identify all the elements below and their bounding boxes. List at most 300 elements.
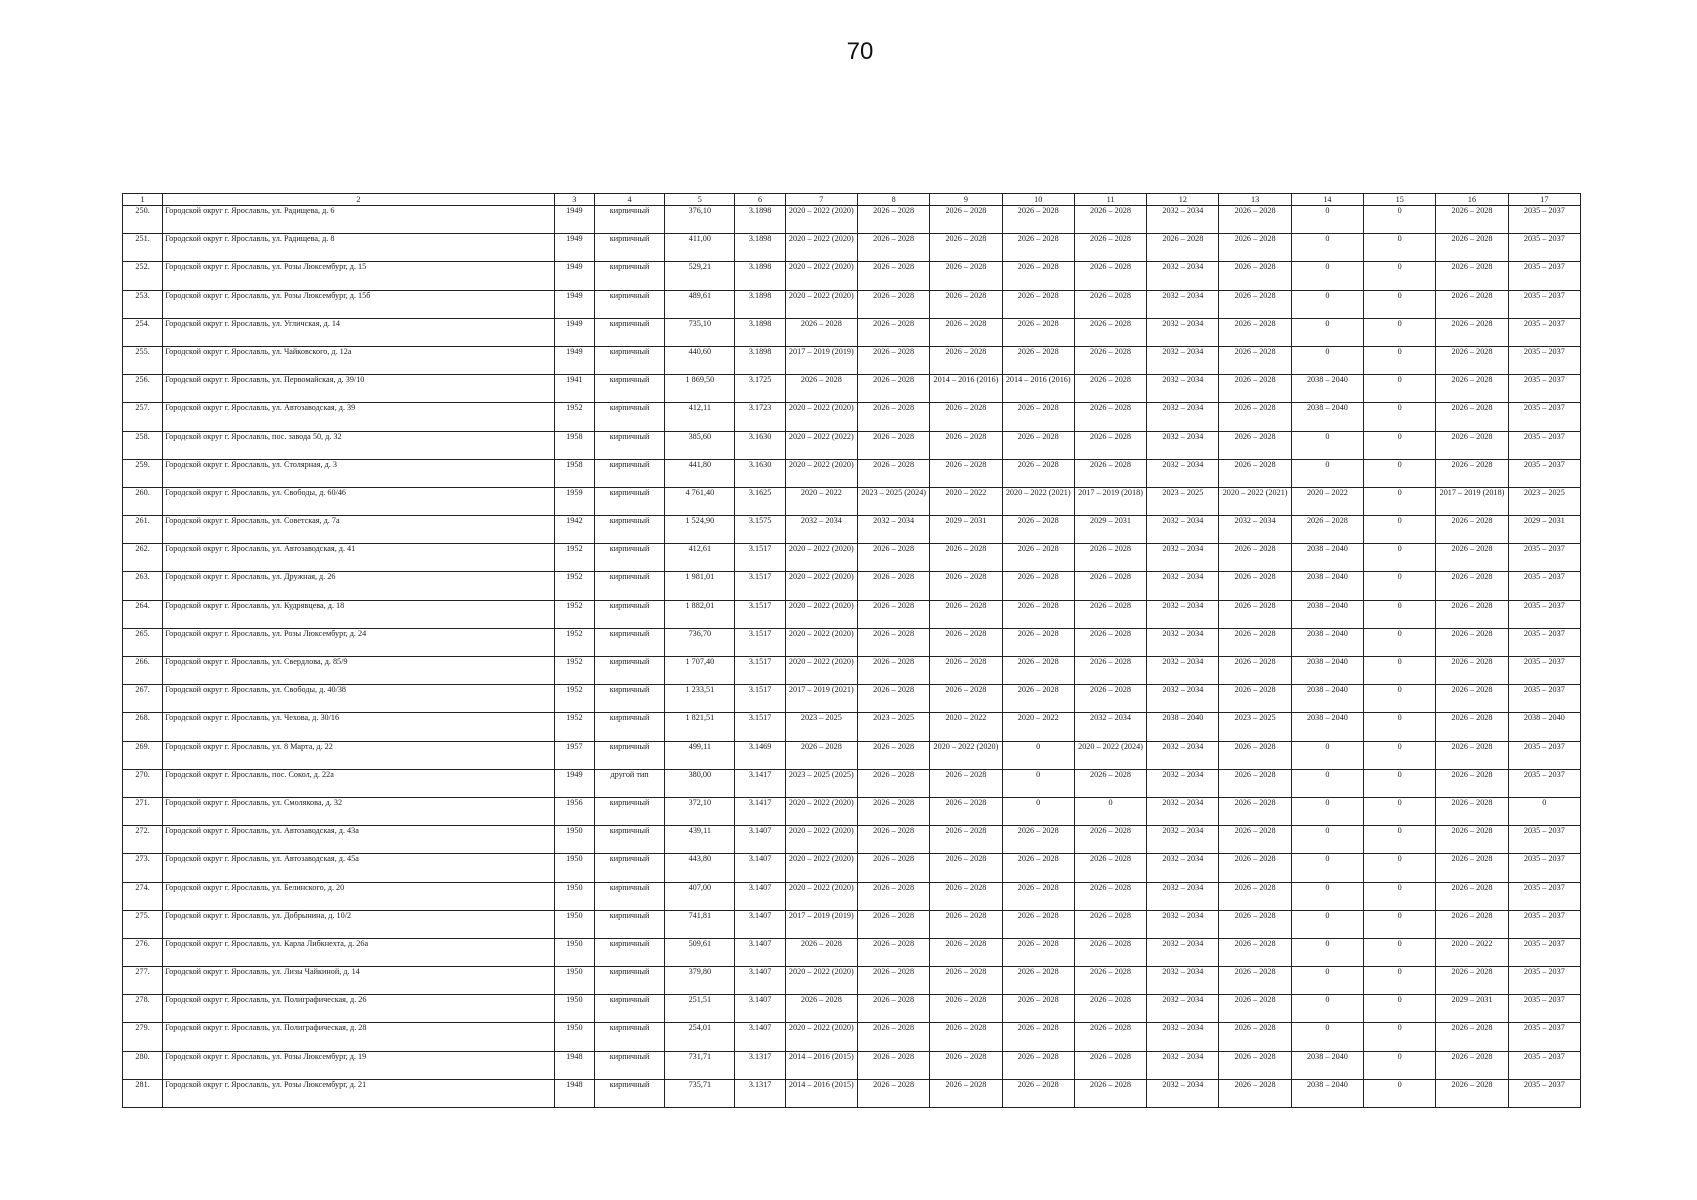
table-cell: 0 bbox=[1291, 826, 1363, 854]
table-row bbox=[123, 572, 1581, 600]
table-row bbox=[123, 1023, 1581, 1051]
table-cell: 2026 – 2028 bbox=[1436, 600, 1508, 628]
table-cell: кирпичный bbox=[594, 995, 664, 1023]
header-row bbox=[123, 194, 1581, 206]
table-row bbox=[123, 234, 1581, 262]
table-cell: 2026 – 2028 bbox=[930, 1023, 1002, 1051]
table-cell: 2032 – 2034 bbox=[1147, 882, 1219, 910]
table-cell: 441,80 bbox=[665, 459, 735, 487]
table-cell: 0 bbox=[1291, 967, 1363, 995]
table-cell: 2026 – 2028 bbox=[930, 459, 1002, 487]
table-cell: 2020 – 2022 (2021) bbox=[1002, 487, 1074, 515]
table-cell: 736,70 bbox=[665, 628, 735, 656]
table-cell: 2026 – 2028 bbox=[857, 826, 929, 854]
table-cell: 2026 – 2028 bbox=[1002, 318, 1074, 346]
address-cell: Городской округ г. Ярославль, пос. Сокол, д. 22а bbox=[163, 769, 555, 797]
table-cell: 2026 – 2028 bbox=[930, 544, 1002, 572]
table-cell: 2026 – 2028 bbox=[1219, 318, 1291, 346]
table-cell: 2032 – 2034 bbox=[1147, 290, 1219, 318]
table-cell: 2026 – 2028 bbox=[1074, 938, 1146, 966]
table-cell: 2032 – 2034 bbox=[1147, 628, 1219, 656]
table-cell: 2038 – 2040 bbox=[1291, 1051, 1363, 1079]
table-cell: 2020 – 2022 bbox=[785, 487, 857, 515]
table-cell: 0 bbox=[1364, 910, 1436, 938]
table-cell: 0 bbox=[1364, 1051, 1436, 1079]
table-cell: 2026 – 2028 bbox=[1219, 403, 1291, 431]
table-cell: 0 bbox=[1364, 938, 1436, 966]
table-cell: 2026 – 2028 bbox=[857, 995, 929, 1023]
table-row bbox=[123, 769, 1581, 797]
table-cell: 2038 – 2040 bbox=[1291, 657, 1363, 685]
table-cell: 251,51 bbox=[665, 995, 735, 1023]
table-cell: 3.1898 bbox=[735, 346, 785, 374]
table-cell: кирпичный bbox=[594, 516, 664, 544]
table-cell: 2026 – 2028 bbox=[1074, 910, 1146, 938]
table-cell: 2026 – 2028 bbox=[857, 262, 929, 290]
column-header-6: 6 bbox=[735, 194, 785, 206]
table-cell: 2026 – 2028 bbox=[1219, 769, 1291, 797]
table-cell: 2026 – 2028 bbox=[1436, 657, 1508, 685]
table-row bbox=[123, 713, 1581, 741]
table-cell: 2020 – 2022 (2020) bbox=[785, 262, 857, 290]
table-cell: 2026 – 2028 bbox=[785, 318, 857, 346]
table-cell: 2026 – 2028 bbox=[1219, 967, 1291, 995]
table-cell: 0 bbox=[1364, 262, 1436, 290]
table-cell: 0 bbox=[1291, 459, 1363, 487]
table-cell: 1950 bbox=[554, 826, 594, 854]
row-number: 260. bbox=[123, 487, 163, 515]
table-cell: кирпичный bbox=[594, 1051, 664, 1079]
table-cell: 3.1407 bbox=[735, 882, 785, 910]
table-cell: 2026 – 2028 bbox=[1219, 234, 1291, 262]
table-cell: 2032 – 2034 bbox=[1147, 1023, 1219, 1051]
table-cell: 2035 – 2037 bbox=[1508, 685, 1580, 713]
table-cell: 2026 – 2028 bbox=[1074, 600, 1146, 628]
table-cell: кирпичный bbox=[594, 262, 664, 290]
table-cell: 2026 – 2028 bbox=[1074, 234, 1146, 262]
table-cell: 2032 – 2034 bbox=[1147, 769, 1219, 797]
table-cell: 2026 – 2028 bbox=[1219, 346, 1291, 374]
table-cell: 2026 – 2028 bbox=[1002, 346, 1074, 374]
table-cell: 2026 – 2028 bbox=[1219, 882, 1291, 910]
table-cell: кирпичный bbox=[594, 967, 664, 995]
table-row bbox=[123, 262, 1581, 290]
column-header-11: 11 bbox=[1074, 194, 1146, 206]
table-row bbox=[123, 826, 1581, 854]
table-row bbox=[123, 628, 1581, 656]
row-number: 273. bbox=[123, 854, 163, 882]
address-cell: Городской округ г. Ярославль, ул. Советская, д. 7а bbox=[163, 516, 555, 544]
table-cell: 0 bbox=[1002, 797, 1074, 825]
table-cell: 2026 – 2028 bbox=[1436, 346, 1508, 374]
table-cell: 2026 – 2028 bbox=[1436, 234, 1508, 262]
table-cell: 2032 – 2034 bbox=[1074, 713, 1146, 741]
table-cell: 509,61 bbox=[665, 938, 735, 966]
table-cell: 2026 – 2028 bbox=[1002, 826, 1074, 854]
table-cell: 2026 – 2028 bbox=[1074, 431, 1146, 459]
table-cell: 2032 – 2034 bbox=[1147, 1051, 1219, 1079]
table-cell: 1949 bbox=[554, 318, 594, 346]
table-cell: 2035 – 2037 bbox=[1508, 459, 1580, 487]
table-cell: 3.1469 bbox=[735, 741, 785, 769]
table-cell: 2017 – 2019 (2018) bbox=[1074, 487, 1146, 515]
table-cell: 0 bbox=[1364, 741, 1436, 769]
table-cell: 2032 – 2034 bbox=[1219, 516, 1291, 544]
table-cell: 3.1407 bbox=[735, 995, 785, 1023]
column-header-13: 13 bbox=[1219, 194, 1291, 206]
table-cell: 2035 – 2037 bbox=[1508, 967, 1580, 995]
table-row bbox=[123, 290, 1581, 318]
table-cell: 2023 – 2025 bbox=[785, 713, 857, 741]
table-cell: 2026 – 2028 bbox=[1291, 516, 1363, 544]
table-cell: кирпичный bbox=[594, 713, 664, 741]
table-cell: 380,00 bbox=[665, 769, 735, 797]
table-cell: кирпичный bbox=[594, 234, 664, 262]
address-cell: Городской округ г. Ярославль, ул. Радищева, д. 6 bbox=[163, 206, 555, 234]
table-cell: кирпичный bbox=[594, 1079, 664, 1107]
table-cell: 2035 – 2037 bbox=[1508, 431, 1580, 459]
table-cell: 2035 – 2037 bbox=[1508, 910, 1580, 938]
table-row bbox=[123, 1051, 1581, 1079]
table-cell: 2026 – 2028 bbox=[930, 600, 1002, 628]
table-cell: 1956 bbox=[554, 797, 594, 825]
table-row bbox=[123, 854, 1581, 882]
table-cell: 3.1517 bbox=[735, 657, 785, 685]
table-cell: 3.1417 bbox=[735, 797, 785, 825]
table-cell: 2035 – 2037 bbox=[1508, 375, 1580, 403]
row-number: 271. bbox=[123, 797, 163, 825]
table-cell: 2026 – 2028 bbox=[1436, 459, 1508, 487]
page-number: 70 bbox=[846, 38, 874, 65]
table-cell: 2026 – 2028 bbox=[930, 797, 1002, 825]
table-cell: 2026 – 2028 bbox=[930, 854, 1002, 882]
table-cell: 1949 bbox=[554, 206, 594, 234]
row-number: 254. bbox=[123, 318, 163, 346]
table-cell: 3.1517 bbox=[735, 544, 785, 572]
table-cell: 2020 – 2022 (2020) bbox=[785, 206, 857, 234]
table-cell: 2026 – 2028 bbox=[1074, 290, 1146, 318]
table-cell: 2026 – 2028 bbox=[857, 854, 929, 882]
table-cell: 2020 – 2022 (2020) bbox=[785, 1023, 857, 1051]
table-cell: 1942 bbox=[554, 516, 594, 544]
table-cell: 2026 – 2028 bbox=[1436, 516, 1508, 544]
table-cell: 2038 – 2040 bbox=[1291, 1079, 1363, 1107]
row-number: 267. bbox=[123, 685, 163, 713]
table-cell: 0 bbox=[1364, 318, 1436, 346]
table-cell: 2026 – 2028 bbox=[1219, 375, 1291, 403]
table-cell: 0 bbox=[1291, 854, 1363, 882]
table-cell: 2026 – 2028 bbox=[1436, 685, 1508, 713]
table-cell: 1949 bbox=[554, 262, 594, 290]
row-number: 272. bbox=[123, 826, 163, 854]
table-cell: 1 869,50 bbox=[665, 375, 735, 403]
table-cell: 2035 – 2037 bbox=[1508, 628, 1580, 656]
table-cell: 2032 – 2034 bbox=[1147, 459, 1219, 487]
table-cell: 2026 – 2028 bbox=[1219, 572, 1291, 600]
table-cell: 2023 – 2025 bbox=[1147, 487, 1219, 515]
table-cell: 2032 – 2034 bbox=[1147, 262, 1219, 290]
table-cell: 0 bbox=[1364, 431, 1436, 459]
table-cell: 0 bbox=[1364, 713, 1436, 741]
address-cell: Городской округ г. Ярославль, ул. Полиграфическая, д. 28 bbox=[163, 1023, 555, 1051]
table-cell: 2038 – 2040 bbox=[1291, 403, 1363, 431]
table-cell: 2032 – 2034 bbox=[1147, 544, 1219, 572]
table-cell: 529,21 bbox=[665, 262, 735, 290]
table-cell: 0 bbox=[1364, 600, 1436, 628]
table-cell: 2026 – 2028 bbox=[1002, 459, 1074, 487]
table-cell: 2032 – 2034 bbox=[1147, 797, 1219, 825]
table-cell: 3.1407 bbox=[735, 826, 785, 854]
table-cell: 2020 – 2022 (2020) bbox=[785, 234, 857, 262]
address-cell: Городской округ г. Ярославль, ул. Столярная, д. 3 bbox=[163, 459, 555, 487]
table-cell: 2026 – 2028 bbox=[1074, 967, 1146, 995]
table-cell: 2020 – 2022 (2020) bbox=[785, 600, 857, 628]
table-cell: 2026 – 2028 bbox=[1074, 459, 1146, 487]
table-cell: 2026 – 2028 bbox=[857, 544, 929, 572]
table-cell: 0 bbox=[1364, 516, 1436, 544]
table-cell: 2020 – 2022 (2022) bbox=[785, 431, 857, 459]
row-number: 255. bbox=[123, 346, 163, 374]
table-cell: 2026 – 2028 bbox=[1002, 995, 1074, 1023]
table-cell: 1952 bbox=[554, 403, 594, 431]
table-cell: 2035 – 2037 bbox=[1508, 403, 1580, 431]
table-cell: кирпичный bbox=[594, 910, 664, 938]
table-cell: 2029 – 2031 bbox=[1436, 995, 1508, 1023]
table-cell: 2026 – 2028 bbox=[1002, 1023, 1074, 1051]
table-cell: 2029 – 2031 bbox=[930, 516, 1002, 544]
table-cell: 440,60 bbox=[665, 346, 735, 374]
table-cell: 735,10 bbox=[665, 318, 735, 346]
table-cell: 2020 – 2022 bbox=[1291, 487, 1363, 515]
table-cell: 3.1898 bbox=[735, 262, 785, 290]
table-cell: 3.1575 bbox=[735, 516, 785, 544]
table-cell: 1 524,90 bbox=[665, 516, 735, 544]
row-number: 259. bbox=[123, 459, 163, 487]
column-header-4: 4 bbox=[594, 194, 664, 206]
table-cell: 1948 bbox=[554, 1079, 594, 1107]
table-cell: 2032 – 2034 bbox=[1147, 346, 1219, 374]
table-cell: 376,10 bbox=[665, 206, 735, 234]
table-cell: 2032 – 2034 bbox=[1147, 741, 1219, 769]
row-number: 251. bbox=[123, 234, 163, 262]
table-cell: 2026 – 2028 bbox=[785, 995, 857, 1023]
table-cell: 2020 – 2022 (2020) bbox=[785, 403, 857, 431]
table-cell: 2026 – 2028 bbox=[1074, 262, 1146, 290]
table-cell: 2026 – 2028 bbox=[1436, 713, 1508, 741]
row-number: 253. bbox=[123, 290, 163, 318]
table-cell: 2026 – 2028 bbox=[1219, 910, 1291, 938]
table-cell: 2026 – 2028 bbox=[857, 1023, 929, 1051]
table-cell: 3.1407 bbox=[735, 967, 785, 995]
table-cell: 2023 – 2025 bbox=[1219, 713, 1291, 741]
table-cell: 2035 – 2037 bbox=[1508, 995, 1580, 1023]
row-number: 263. bbox=[123, 572, 163, 600]
table-cell: кирпичный bbox=[594, 1023, 664, 1051]
table-cell: 2032 – 2034 bbox=[785, 516, 857, 544]
table-row bbox=[123, 206, 1581, 234]
table-cell: кирпичный bbox=[594, 206, 664, 234]
table-cell: другой тип bbox=[594, 769, 664, 797]
table-cell: 2026 – 2028 bbox=[857, 938, 929, 966]
table-cell: 0 bbox=[1291, 910, 1363, 938]
table-row bbox=[123, 346, 1581, 374]
table-row bbox=[123, 487, 1581, 515]
table-cell: 0 bbox=[1364, 769, 1436, 797]
table-cell: 2014 – 2016 (2016) bbox=[1002, 375, 1074, 403]
address-cell: Городской округ г. Ярославль, ул. Белинского, д. 20 bbox=[163, 882, 555, 910]
table-cell: 0 bbox=[1364, 854, 1436, 882]
table-cell: 3.1407 bbox=[735, 938, 785, 966]
table-cell: 1950 bbox=[554, 1023, 594, 1051]
table-cell: 0 bbox=[1291, 741, 1363, 769]
table-cell: 1 882,01 bbox=[665, 600, 735, 628]
table-cell: 0 bbox=[1364, 882, 1436, 910]
table-cell: 2026 – 2028 bbox=[930, 206, 1002, 234]
table-cell: 2023 – 2025 bbox=[1508, 487, 1580, 515]
row-number: 264. bbox=[123, 600, 163, 628]
table-row bbox=[123, 938, 1581, 966]
column-header-15: 15 bbox=[1364, 194, 1436, 206]
table-cell: 0 bbox=[1002, 769, 1074, 797]
table-cell: 0 bbox=[1364, 544, 1436, 572]
column-header-3: 3 bbox=[554, 194, 594, 206]
table-cell: 2026 – 2028 bbox=[1074, 403, 1146, 431]
address-cell: Городской округ г. Ярославль, ул. Свободы, д. 40/38 bbox=[163, 685, 555, 713]
table-cell: 2026 – 2028 bbox=[930, 431, 1002, 459]
table-cell: 2020 – 2022 bbox=[1002, 713, 1074, 741]
table-cell: 2026 – 2028 bbox=[1074, 544, 1146, 572]
table-cell: 2026 – 2028 bbox=[930, 290, 1002, 318]
table-cell: 2035 – 2037 bbox=[1508, 882, 1580, 910]
table-cell: 2026 – 2028 bbox=[1219, 685, 1291, 713]
table-cell: 1949 bbox=[554, 234, 594, 262]
table-cell: 2026 – 2028 bbox=[1436, 403, 1508, 431]
table-cell: 2032 – 2034 bbox=[1147, 938, 1219, 966]
table-cell: 2020 – 2022 (2020) bbox=[785, 657, 857, 685]
table-cell: 2032 – 2034 bbox=[1147, 1079, 1219, 1107]
table-cell: 2026 – 2028 bbox=[930, 403, 1002, 431]
table-cell: 2026 – 2028 bbox=[930, 995, 1002, 1023]
table-cell: 2035 – 2037 bbox=[1508, 854, 1580, 882]
row-number: 258. bbox=[123, 431, 163, 459]
address-cell: Городской округ г. Ярославль, ул. Свердлова, д. 85/9 bbox=[163, 657, 555, 685]
table-cell: 0 bbox=[1364, 1079, 1436, 1107]
table-cell: 4 761,40 bbox=[665, 487, 735, 515]
table-cell: 2026 – 2028 bbox=[1436, 375, 1508, 403]
table-cell: 2026 – 2028 bbox=[1219, 995, 1291, 1023]
table-cell: 2026 – 2028 bbox=[1436, 1023, 1508, 1051]
table-cell: 2026 – 2028 bbox=[930, 910, 1002, 938]
table-cell: 2026 – 2028 bbox=[857, 741, 929, 769]
table-cell: 3.1407 bbox=[735, 910, 785, 938]
table-cell: 0 bbox=[1002, 741, 1074, 769]
table-cell: 2026 – 2028 bbox=[1002, 882, 1074, 910]
table-cell: 2032 – 2034 bbox=[1147, 995, 1219, 1023]
table-cell: 2026 – 2028 bbox=[1002, 854, 1074, 882]
table-cell: 2026 – 2028 bbox=[1002, 657, 1074, 685]
table-cell: 2026 – 2028 bbox=[1002, 431, 1074, 459]
table-cell: 2020 – 2022 (2020) bbox=[785, 628, 857, 656]
table-cell: 2026 – 2028 bbox=[930, 882, 1002, 910]
table-cell: 2020 – 2022 (2020) bbox=[785, 882, 857, 910]
table-row bbox=[123, 910, 1581, 938]
table-cell: 2026 – 2028 bbox=[1147, 234, 1219, 262]
table-cell: 2035 – 2037 bbox=[1508, 657, 1580, 685]
table-cell: 2035 – 2037 bbox=[1508, 769, 1580, 797]
row-number: 276. bbox=[123, 938, 163, 966]
address-cell: Городской округ г. Ярославль, ул. Автозаводская, д. 43а bbox=[163, 826, 555, 854]
table-cell: 2026 – 2028 bbox=[1074, 318, 1146, 346]
table-cell: 2026 – 2028 bbox=[1002, 572, 1074, 600]
table-cell: 0 bbox=[1291, 318, 1363, 346]
column-header-9: 9 bbox=[930, 194, 1002, 206]
row-number: 261. bbox=[123, 516, 163, 544]
table-cell: 2026 – 2028 bbox=[1219, 657, 1291, 685]
table-cell: 3.1407 bbox=[735, 1023, 785, 1051]
table-cell: 2020 – 2022 (2020) bbox=[930, 741, 1002, 769]
table-cell: 2026 – 2028 bbox=[785, 938, 857, 966]
table-cell: 0 bbox=[1364, 995, 1436, 1023]
table-cell: 3.1625 bbox=[735, 487, 785, 515]
table-cell: 2035 – 2037 bbox=[1508, 1023, 1580, 1051]
table-cell: 2026 – 2028 bbox=[1219, 741, 1291, 769]
row-number: 274. bbox=[123, 882, 163, 910]
table-cell: 1952 bbox=[554, 713, 594, 741]
table-cell: 2026 – 2028 bbox=[857, 685, 929, 713]
table-cell: 2035 – 2037 bbox=[1508, 826, 1580, 854]
table-cell: 2026 – 2028 bbox=[1219, 206, 1291, 234]
table-cell: кирпичный bbox=[594, 657, 664, 685]
table-cell: 3.1898 bbox=[735, 206, 785, 234]
table-cell: 2026 – 2028 bbox=[1436, 206, 1508, 234]
table-cell: 2026 – 2028 bbox=[1002, 403, 1074, 431]
table-cell: 2026 – 2028 bbox=[1219, 431, 1291, 459]
table-cell: 0 bbox=[1364, 628, 1436, 656]
table-cell: 2014 – 2016 (2016) bbox=[930, 375, 1002, 403]
column-header-14: 14 bbox=[1291, 194, 1363, 206]
table-cell: 443,80 bbox=[665, 854, 735, 882]
table-cell: 2035 – 2037 bbox=[1508, 572, 1580, 600]
table-cell: 372,10 bbox=[665, 797, 735, 825]
table-cell: 1958 bbox=[554, 431, 594, 459]
table-cell: 2026 – 2028 bbox=[1002, 1051, 1074, 1079]
table-cell: 0 bbox=[1364, 797, 1436, 825]
table-cell: 1 707,40 bbox=[665, 657, 735, 685]
table-cell: 2026 – 2028 bbox=[1219, 1051, 1291, 1079]
table-cell: 2026 – 2028 bbox=[930, 234, 1002, 262]
table-cell: 0 bbox=[1291, 769, 1363, 797]
table-cell: 2026 – 2028 bbox=[1436, 882, 1508, 910]
table-cell: 2020 – 2022 (2020) bbox=[785, 797, 857, 825]
table-cell: 2032 – 2034 bbox=[1147, 431, 1219, 459]
address-cell: Городской округ г. Ярославль, ул. Полиграфическая, д. 26 bbox=[163, 995, 555, 1023]
table-cell: 2038 – 2040 bbox=[1291, 713, 1363, 741]
table-cell: 3.1317 bbox=[735, 1051, 785, 1079]
address-cell: Городской округ г. Ярославль, ул. Автозаводская, д. 41 bbox=[163, 544, 555, 572]
table-cell: 2020 – 2022 bbox=[930, 713, 1002, 741]
table-cell: кирпичный bbox=[594, 459, 664, 487]
table-cell: 2035 – 2037 bbox=[1508, 938, 1580, 966]
table-cell: 2026 – 2028 bbox=[1219, 797, 1291, 825]
table-cell: 2029 – 2031 bbox=[1074, 516, 1146, 544]
table-cell: 2026 – 2028 bbox=[857, 346, 929, 374]
table-cell: 0 bbox=[1364, 967, 1436, 995]
table-cell: 2026 – 2028 bbox=[1219, 826, 1291, 854]
column-header-2: 2 bbox=[163, 194, 555, 206]
row-number: 269. bbox=[123, 741, 163, 769]
address-cell: Городской округ г. Ярославль, ул. Розы Люксембург, д. 15б bbox=[163, 290, 555, 318]
table-cell: 2020 – 2022 (2020) bbox=[785, 544, 857, 572]
